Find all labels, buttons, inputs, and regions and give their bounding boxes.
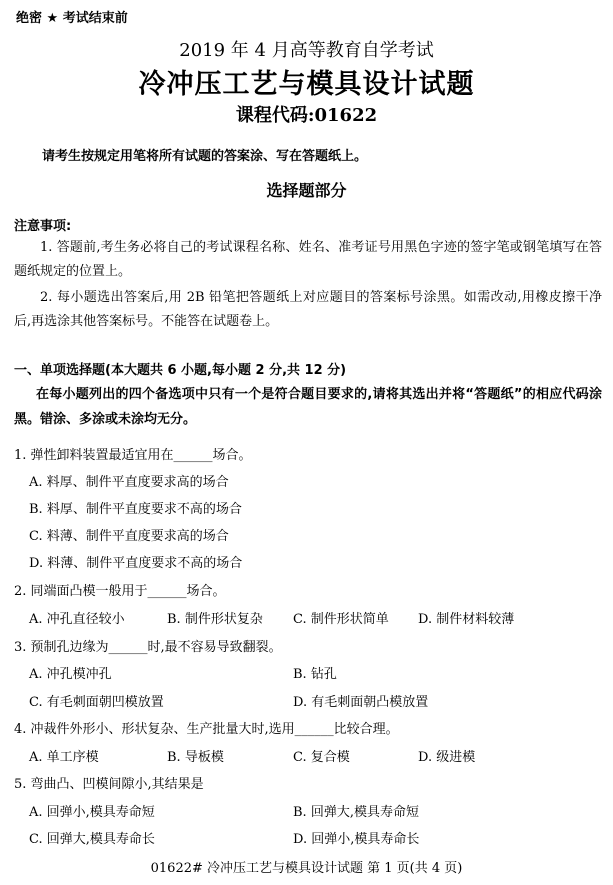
note-item: 2. 每小题选出答案后,用 2B 铅笔把答题纸上对应题目的答案标号涂黑。如需改动,用橡皮擦干净后,再选涂其他答案标号。不能答在试题卷上。 — [14, 290, 602, 329]
question-1-option-d: D. 料薄、制件平直度要求不高的场合 — [29, 556, 243, 571]
question-2-option-b: B. 制件形状复杂 — [167, 612, 263, 627]
question-5-option-c: C. 回弹大,模具寿命长 — [29, 832, 155, 847]
question-4: 4. 冲裁件外形小、形状复杂、生产批量大时,选用______比较合理。 — [14, 722, 399, 737]
question-3-option-c: C. 有毛刺面朝凹模放置 — [29, 695, 164, 710]
part-title: 选择题部分 — [266, 181, 347, 200]
question-3: 3. 预制孔边缘为______时,最不容易导致翻裂。 — [14, 640, 282, 655]
question-3-option-a: A. 冲孔模冲孔 — [29, 667, 112, 682]
question-4-option-d: D. 级进模 — [418, 750, 476, 765]
question-2-option-d: D. 制件材料较薄 — [418, 612, 515, 627]
exam-title: 冷冲压工艺与模具设计试题 — [138, 69, 475, 100]
question-1-option-a: A. 料厚、制件平直度要求高的场合 — [29, 475, 229, 490]
question-2: 2. 同端面凸模一般用于______场合。 — [14, 584, 226, 599]
question-2-option-a: A. 冲孔直径较小 — [29, 612, 125, 627]
section-title: 一、单项选择题(本大题共 6 小题,每小题 2 分,共 12 分) — [14, 363, 347, 378]
question-5-option-b: B. 回弹大,模具寿命短 — [293, 805, 419, 820]
question-5-option-d: D. 回弹小,模具寿命长 — [293, 832, 420, 847]
question-3-option-b: B. 钻孔 — [293, 667, 337, 682]
question-2-option-c: C. 制件形状简单 — [293, 612, 389, 627]
question-4-option-c: C. 复合模 — [293, 750, 350, 765]
note-item: 1. 答题前,考生务必将自己的考试课程名称、姓名、准考证号用黑色字迹的签字笔或钢笔填写在答题纸规定的位置上。 — [14, 240, 602, 279]
question-1-option-c: C. 料薄、制件平直度要求高的场合 — [29, 529, 229, 544]
question-4-option-b: B. 导板模 — [167, 750, 224, 765]
question-5-option-a: A. 回弹小,模具寿命短 — [29, 805, 155, 820]
confidential-label: 绝密 ★ 考试结束前 — [16, 11, 128, 26]
question-5: 5. 弯曲凸、凹模间隙小,其结果是 — [14, 777, 204, 792]
question-4-option-a: A. 单工序模 — [29, 750, 99, 765]
page-footer: 01622# 冷冲压工艺与模具设计试题 第 1 页(共 4 页) — [150, 861, 463, 876]
question-3-option-d: D. 有毛刺面朝凸模放置 — [293, 695, 429, 710]
notes-heading: 注意事项: — [14, 219, 72, 234]
exam-year-line: 2019 年 4 月高等教育自学考试 — [179, 40, 434, 61]
answer-instruction: 请考生按规定用笔将所有试题的答案涂、写在答题纸上。 — [42, 149, 368, 164]
question-1: 1. 弹性卸料装置最适宜用在______场合。 — [14, 448, 252, 463]
section-description: 在每小题列出的四个备选项中只有一个是符合题目要求的,请将其选出并将“答题纸”的相应代码涂黑。错涂、多涂或未涂均无分。 — [14, 387, 602, 427]
question-1-option-b: B. 料厚、制件平直度要求不高的场合 — [29, 502, 242, 517]
course-code: 课程代码:01622 — [235, 105, 378, 126]
